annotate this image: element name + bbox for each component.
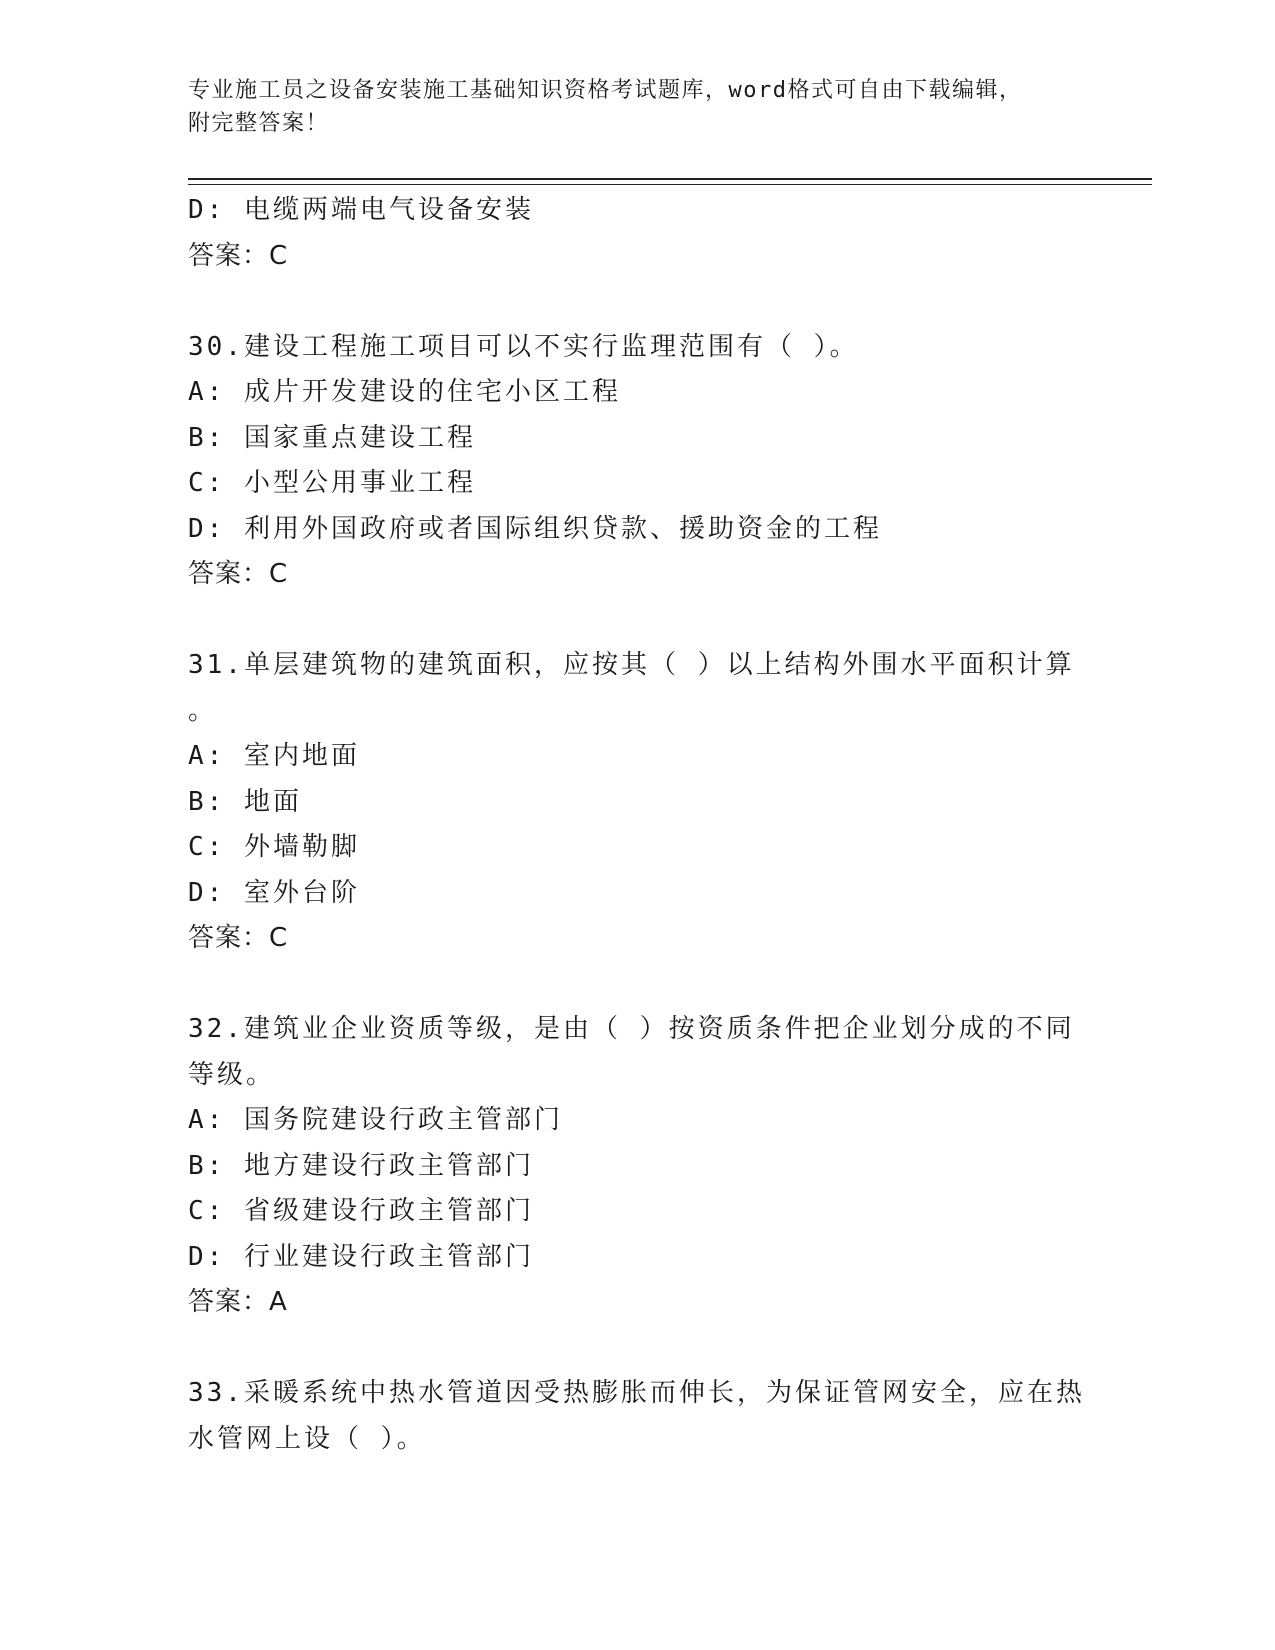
option-a: A: 室内地面 [188,741,360,771]
spacer [188,962,1088,1008]
answer-line: 答案：A [188,1287,288,1317]
option-d: D: 利用外国政府或者国际组织贷款、援助资金的工程 [188,513,882,544]
option-d: D: 行业建设行政主管部门 [188,1241,534,1272]
option-a: A: 成片开发建设的住宅小区工程 [188,377,621,407]
question-stem: 33.采暖系统中热水管道因受热膨胀而伸长，为保证管网安全，应在热 [188,1378,1085,1408]
header-rule-thin [188,184,1152,185]
question-stem: 32.建筑业企业资质等级，是由（ ）按资质条件把企业划分成的不同 [188,1014,1075,1044]
document-body [188,188,1088,1462]
spacer [188,1326,1088,1372]
option-c: C: 小型公用事业工程 [188,468,476,498]
spacer [188,598,1088,644]
question-stem-continued: 水管网上设（ ）。 [188,1423,426,1454]
option-d: D: 电缆两端电气设备安装 [188,195,534,225]
option-b: B: 国家重点建设工程 [188,422,476,453]
question-32 [188,1007,1088,1326]
option-d: D: 室外台阶 [188,877,360,908]
option-b: B: 地方建设行政主管部门 [188,1150,534,1181]
question-fragment [188,188,1088,279]
question-stem-continued: 。 [188,695,218,726]
answer-line: 答案：C [188,240,289,271]
option-c: C: 省级建设行政主管部门 [188,1196,534,1226]
question-30 [188,325,1088,598]
question-31 [188,643,1088,962]
document-header [188,74,1088,140]
header-rule-thick [188,178,1152,180]
header-line-1: 专业施工员之设备安装施工基础知识资格考试题库，word格式可自由下载编辑， [188,78,1023,103]
question-stem-continued: 等级。 [188,1059,276,1090]
question-stem: 30.建设工程施工项目可以不实行监理范围有（ ）。 [188,331,859,362]
answer-line: 答案：C [188,923,289,953]
spacer [188,279,1088,325]
answer-line: 答案：C [188,559,289,589]
option-b: B: 地面 [188,786,302,817]
option-c: C: 外墙勒脚 [188,832,360,862]
question-33 [188,1371,1088,1462]
header-line-2: 附完整答案！ [188,111,330,136]
option-a: A: 国务院建设行政主管部门 [188,1105,563,1135]
question-stem: 31.单层建筑物的建筑面积，应按其（ ）以上结构外围水平面积计算 [188,650,1075,680]
